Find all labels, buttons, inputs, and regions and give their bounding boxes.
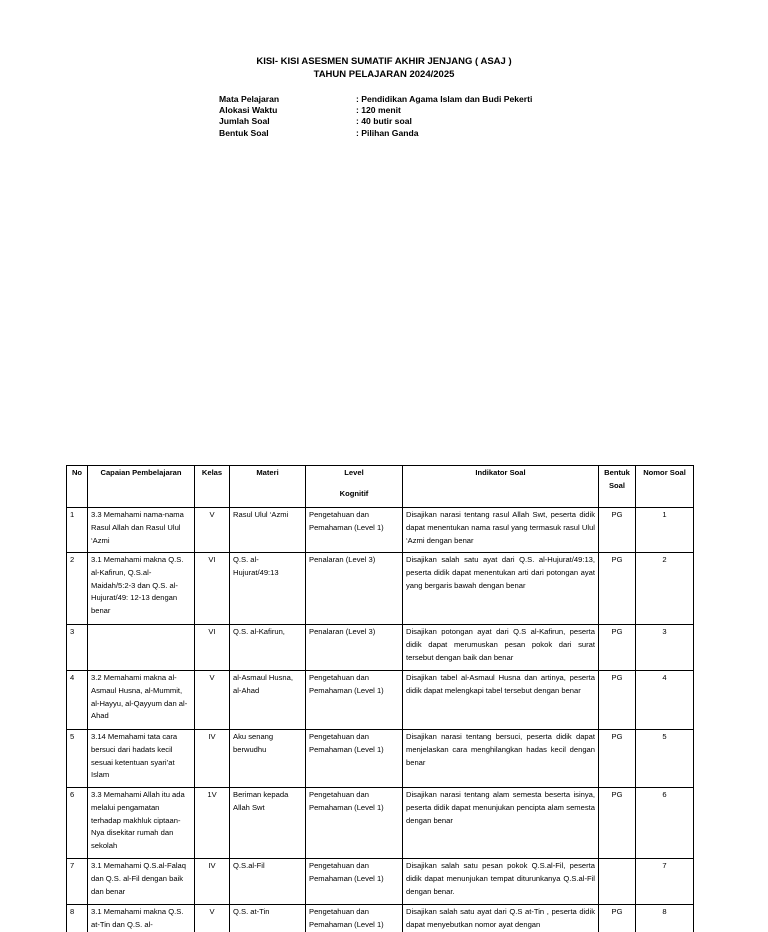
cell-no: 1: [67, 508, 88, 553]
cell-capaian: 3.3 Memahami nama-nama Rasul Allah dan Rasul Ulul ‘Azmi: [88, 508, 195, 553]
cell-bentuk: PG: [599, 788, 636, 859]
cell-indikator: Disajikan narasi tentang bersuci, peserta didik dapat menjelaskan cara menghilangkan hadas kecil dengan benar: [403, 730, 599, 788]
table-row: [67, 730, 694, 788]
cell-capaian: 3.1 Memahami makna Q.S. al-Kafirun, Q.S.al-Maidah/5:2-3 dan Q.S. al-Hujurat/49: 12-13 dengan benar: [88, 553, 195, 625]
cell-nomor: 8: [636, 905, 694, 932]
header-materi: Materi: [230, 466, 306, 508]
meta-row-bentuk-soal: [219, 128, 532, 139]
cell-bentuk: PG: [599, 625, 636, 671]
cell-capaian: 3.14 Memahami tata cara bersuci dari hadats kecil sesuai ketentuan syari’at Islam: [88, 730, 195, 788]
kisi-kisi-table: [66, 465, 694, 932]
cell-capaian: 3.3 Memahami Allah itu ada melalui pengamatan terhadap makhluk ciptaan-Nya disekitar rumah dan sekolah: [88, 788, 195, 859]
cell-indikator: Disajikan salah satu ayat dari Q.S. al-Hujurat/49:13, peserta didik dapat menentukan arti dari potongan ayat yang bergaris bawah dengan benar: [403, 553, 599, 625]
document-subtitle: TAHUN PELAJARAN 2024/2025: [313, 69, 455, 80]
cell-nomor: 5: [636, 730, 694, 788]
cell-nomor: 2: [636, 553, 694, 625]
cell-nomor: 3: [636, 625, 694, 671]
cell-indikator: Disajikan narasi tentang alam semesta beserta isinya, peserta didik dapat menunjukan pencipta alam semesta dengan benar: [403, 788, 599, 859]
table-row: [67, 625, 694, 671]
table-row: [67, 905, 694, 932]
cell-bentuk: PG: [599, 905, 636, 932]
cell-indikator: Disajikan salah satu pesan pokok Q.S.al-Fil, peserta didik dapat menunjukan tempat diturunkanya Q.S.al-Fil dengan benar.: [403, 859, 599, 905]
cell-no: 3: [67, 625, 88, 671]
cell-kelas: VI: [195, 625, 230, 671]
cell-level: Penalaran (Level 3): [306, 625, 403, 671]
cell-level: Pengetahuan dan Pemahaman (Level 1): [306, 730, 403, 788]
cell-level: Pengetahuan dan Pemahaman (Level 1): [306, 671, 403, 730]
cell-kelas: IV: [195, 859, 230, 905]
cell-nomor: 1: [636, 508, 694, 553]
cell-capaian: 3.2 Memahami makna al-Asmaul Husna, al-Mummit, al-Hayyu, al-Qayyum dan al-Ahad: [88, 671, 195, 730]
cell-capaian: 3.1 Memahami Q.S.al-Falaq dan Q.S. al-Fil dengan baik dan benar: [88, 859, 195, 905]
meta-label: Alokasi Waktu: [219, 105, 278, 116]
cell-no: 4: [67, 671, 88, 730]
cell-no: 6: [67, 788, 88, 859]
header-no: No: [67, 466, 88, 508]
meta-value: : Pendidikan Agama Islam dan Budi Pekerti: [356, 94, 533, 104]
cell-kelas: V: [195, 671, 230, 730]
cell-level: Pengetahuan dan Pemahaman (Level 1): [306, 905, 403, 932]
cell-indikator: Disajikan narasi tentang rasul Allah Swt, peserta didik dapat menentukan nama rasul yang termasuk rasul Ulul ‘Azmi dengan benar: [403, 508, 599, 553]
cell-kelas: V: [195, 905, 230, 932]
cell-no: 7: [67, 859, 88, 905]
meta-value: : Pilihan Ganda: [356, 127, 419, 138]
cell-materi: Q.S.al-Fil: [230, 859, 306, 905]
cell-kelas: V: [195, 508, 230, 553]
meta-label: Jumlah Soal: [219, 116, 270, 127]
header-level-bottom: Kognitif: [339, 488, 369, 498]
cell-nomor: 6: [636, 788, 694, 859]
header-indikator: Indikator Soal: [403, 466, 599, 508]
cell-bentuk: PG: [599, 553, 636, 625]
table-row: [67, 553, 694, 625]
document-title: KISI- KISI ASESMEN SUMATIF AKHIR JENJANG ( ASAJ ): [256, 56, 512, 67]
table-row: [67, 859, 694, 905]
cell-indikator: Disajikan tabel al-Asmaul Husna dan artinya, peserta didik dapat melengkapi tabel tersebut dengan benar: [403, 671, 599, 730]
cell-bentuk: [599, 859, 636, 905]
cell-materi: Q.S. at-Tin: [230, 905, 306, 932]
cell-indikator: Disajikan salah satu ayat dari Q.S at-Tin , peserta didik dapat menyebutkan nomor ayat dengan: [403, 905, 599, 932]
table-row: [67, 788, 694, 859]
meta-info: [219, 94, 532, 139]
meta-row-jumlah-soal: [219, 116, 532, 127]
meta-label: Bentuk Soal: [219, 127, 269, 138]
cell-no: 8: [67, 905, 88, 932]
meta-label: Mata Pelajaran: [219, 94, 280, 104]
header-level: [306, 466, 403, 508]
cell-materi: Aku senang berwudhu: [230, 730, 306, 788]
header-kelas: Kelas: [195, 466, 230, 508]
header-level-top: Level: [344, 468, 364, 477]
cell-bentuk: PG: [599, 730, 636, 788]
cell-materi: Beriman kepada Allah Swt: [230, 788, 306, 859]
cell-kelas: IV: [195, 730, 230, 788]
header-capaian: Capaian Pembelajaran: [88, 466, 195, 508]
cell-nomor: 7: [636, 859, 694, 905]
cell-materi: al-Asmaul Husna, al-Ahad: [230, 671, 306, 730]
table-row: [67, 508, 694, 553]
meta-row-mata-pelajaran: [219, 94, 532, 105]
cell-bentuk: PG: [599, 508, 636, 553]
cell-kelas: 1V: [195, 788, 230, 859]
cell-indikator: Disajikan potongan ayat dari Q.S al-Kafirun, peserta didik dapat merumuskan pesan pokok dari surat tersebut dengan baik dan benar: [403, 625, 599, 671]
cell-capaian: 3.1 Memahami makna Q.S. at-Tin dan Q.S. al-: [88, 905, 195, 932]
cell-no: 5: [67, 730, 88, 788]
cell-level: Pengetahuan dan Pemahaman (Level 1): [306, 508, 403, 553]
cell-capaian: [88, 625, 195, 671]
meta-value: : 120 menit: [356, 105, 401, 116]
table-header-row: [67, 466, 694, 508]
cell-bentuk: PG: [599, 671, 636, 730]
meta-value: : 40 butir soal: [356, 116, 412, 127]
cell-level: Pengetahuan dan Pemahaman (Level 1): [306, 859, 403, 905]
meta-row-alokasi-waktu: [219, 105, 532, 116]
table-row: [67, 671, 694, 730]
header-nomor: Nomor Soal: [636, 466, 694, 508]
cell-kelas: VI: [195, 553, 230, 625]
cell-no: 2: [67, 553, 88, 625]
cell-level: Penalaran (Level 3): [306, 553, 403, 625]
cell-nomor: 4: [636, 671, 694, 730]
cell-materi: Rasul Ulul ‘Azmi: [230, 508, 306, 553]
cell-level: Pengetahuan dan Pemahaman (Level 1): [306, 788, 403, 859]
cell-materi: Q.S. al-Hujurat/49:13: [230, 553, 306, 625]
header-bentuk: Bentuk Soal: [599, 466, 636, 508]
cell-materi: Q.S. al-Kafirun,: [230, 625, 306, 671]
